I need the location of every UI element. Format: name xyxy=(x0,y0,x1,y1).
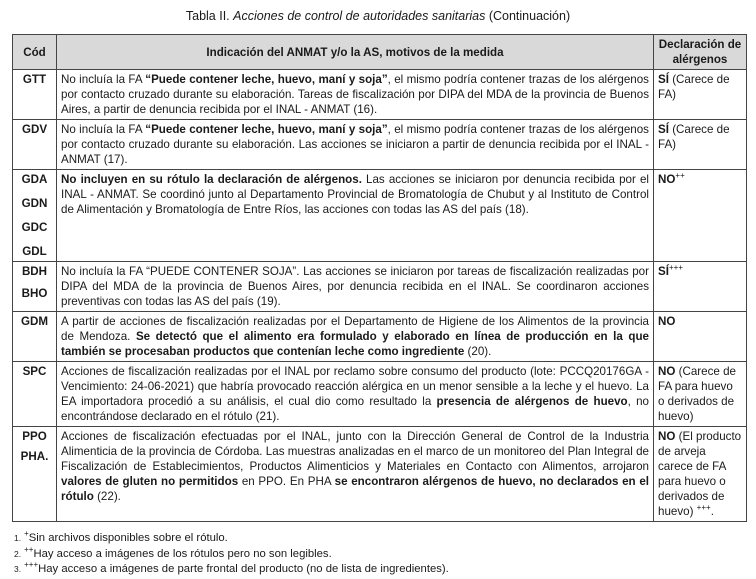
row-code: GDL xyxy=(22,245,47,258)
footnote xyxy=(14,544,449,563)
row-code: PHA. xyxy=(20,450,49,463)
row-code: GTT xyxy=(22,73,47,86)
row-indication-cell xyxy=(57,120,654,170)
declaration-value: SÍ xyxy=(658,73,669,86)
row-indication-cell xyxy=(57,170,654,262)
caption-prefix: Tabla II. xyxy=(185,9,234,23)
declaration-value: NO xyxy=(658,173,676,186)
row-code: BDH xyxy=(21,265,48,278)
table-row xyxy=(13,262,747,312)
footnote-text: Hay acceso a imágenes de los rótulos pero no son legibles. xyxy=(33,547,332,560)
declaration-detail: (El producto de arveja carece de FA para huevo o derivados de huevo) xyxy=(658,430,742,518)
row-indication-cell xyxy=(57,362,654,427)
footnote-symbol: + xyxy=(24,529,29,539)
highlight-text: No incluyen en su rótulo la declaración de alérgenos. xyxy=(61,173,362,186)
declaration-after: . xyxy=(710,505,714,518)
declaration-value: SÍ xyxy=(658,265,669,278)
header-code: Cód xyxy=(13,35,57,70)
table-caption xyxy=(0,8,756,24)
highlight-text: se encontraron alérgenos de huevo, no declarados en el rótulo xyxy=(61,475,649,503)
row-declaration-cell xyxy=(654,362,747,427)
highlight-text: “Puede contener leche, huevo, maní y soja” xyxy=(145,123,388,136)
footnote-text: Sin archivos disponibles sobre el rótulo. xyxy=(28,532,228,544)
row-declaration-cell xyxy=(654,427,747,522)
declaration-detail: (Carece de FA) xyxy=(658,123,730,151)
body-text: A partir de acciones de fiscalización realizadas por el Departamento de Higiene de los Alimentos de la provincia de Mendoza. xyxy=(61,315,649,343)
body-text: No incluía la FA xyxy=(61,73,146,86)
body-text: No incluía la FA “PUEDE CONTENER SOJA”. Las acciones se iniciaron por tareas de fiscalización realizadas por DIPA del MDA de la provincia de Buenos Aires, por denuncia recibida en el INAL. Se coordinaron acciones preventivas con todas las AS del país (19). xyxy=(61,265,649,308)
body-text: (22). xyxy=(93,490,121,503)
row-indication-cell xyxy=(57,427,654,522)
highlight-text: Se detectó que el alimento era formulado y elaborado en línea de producción en la que también se procesaban productos que contenían leche como ingrediente xyxy=(61,330,649,358)
row-declaration-cell xyxy=(654,312,747,362)
row-code: BHO xyxy=(21,287,48,300)
table-row xyxy=(13,427,747,522)
table-row xyxy=(13,170,747,262)
row-code-cell xyxy=(13,170,57,262)
row-declaration-cell xyxy=(654,70,747,120)
footnote-text: Hay acceso a imágenes de parte frontal del producto (no de lista de ingredientes). xyxy=(38,563,449,575)
body-text: Las acciones se iniciaron por denuncia recibida por el INAL - ANMAT. Se coordinó junto al Departamento Provincial de Bromatología de Chubut y al Instituto de Control de Alimentación y Bromatología de Entre Ríos, las acciones con todas las AS del país (18). xyxy=(61,173,649,216)
table-row xyxy=(13,312,747,362)
row-code-cell xyxy=(13,70,57,120)
footnote-symbol: ++ xyxy=(24,544,34,554)
row-code: GDC xyxy=(21,221,48,234)
caption-suffix: (Continuación) xyxy=(485,9,571,23)
header-row xyxy=(13,35,747,70)
declaration-value: NO xyxy=(658,365,676,378)
table-body xyxy=(13,70,747,522)
table-row xyxy=(13,362,747,427)
footnotes xyxy=(14,531,449,578)
row-indication-cell xyxy=(57,70,654,120)
body-text: , el mismo podría contener trazas de los alérgenos por contacto cruzado durante su elaboración. Las acciones se iniciaron a partir de denuncia recibida por el INAL - ANMAT (17). xyxy=(61,123,649,166)
row-code-cell xyxy=(13,262,57,312)
row-code: GDM xyxy=(20,315,49,328)
footnote-number: 2. xyxy=(14,548,22,559)
control-actions-table xyxy=(12,34,747,522)
row-code: GDV xyxy=(21,123,48,136)
row-code-cell xyxy=(13,427,57,522)
highlight-text: “Puede contener leche, huevo, maní y soja” xyxy=(145,73,388,86)
row-indication-cell xyxy=(57,312,654,362)
body-text: No incluía la FA xyxy=(61,123,146,136)
row-code: GDA xyxy=(21,173,48,186)
footnote-symbol: +++ xyxy=(24,560,39,570)
row-code-cell xyxy=(13,362,57,427)
note-marker: +++ xyxy=(696,503,711,513)
row-declaration-cell xyxy=(654,170,747,262)
row-code: PPO xyxy=(22,430,47,443)
footnote-number: 1. xyxy=(14,533,22,543)
body-text: en PPO. En PHA xyxy=(238,475,335,488)
row-code-cell xyxy=(13,312,57,362)
body-text: , no encontrándose declarado en el rótulo (21). xyxy=(61,395,649,423)
body-text: (20). xyxy=(464,345,492,358)
note-marker: +++ xyxy=(668,263,683,273)
declaration-detail: (Carece de FA para huevo o derivados de huevo) xyxy=(658,365,736,423)
body-text: , el mismo podría contener trazas de los alérgenos por contacto cruzado durante su elaboración. Tareas de fiscalización por DIPA del MDA de la provincia de Buenos Aires, a partir de denuncia recibida por el INAL - ANMAT (16). xyxy=(61,73,649,116)
body-text: Acciones de fiscalización realizadas por el INAL por reclamo sobre consumo del producto (lote: PCCQ20176GA - Vencimiento: 24-06-2021) que habría provocado reacción alérgica en un menor sensible a la leche y el huevo. La EA importadora procedió a su análisis, el cual dio como resultado la xyxy=(61,365,649,408)
declaration-value: NO xyxy=(658,315,676,328)
header-declaration: Declaración de alérgenos xyxy=(654,35,747,70)
row-indication-cell xyxy=(57,262,654,312)
row-code-cell xyxy=(13,120,57,170)
declaration-value: NO xyxy=(658,430,676,443)
row-declaration-cell xyxy=(654,120,747,170)
highlight-text: presencia de alérgenos de huevo xyxy=(436,395,628,408)
footnote-number: 3. xyxy=(14,564,22,574)
declaration-value: SÍ xyxy=(658,123,669,136)
body-text: Acciones de fiscalización efectuadas por el INAL, junto con la Dirección General de Control de la Industria Alimenticia de la provincia de Córdoba. Las muestras analizadas en el marco de un monitoreo del Plan Integral de Fiscalización de Establecimientos, Productos Alimenticios y Materiales en Contacto con Alimentos, arrojaron xyxy=(61,430,649,473)
row-code: GDN xyxy=(21,197,48,210)
row-code: SPC xyxy=(22,365,47,378)
footnote xyxy=(14,531,449,547)
table-row xyxy=(13,70,747,120)
caption-title: Acciones de control de autoridades sanitarias xyxy=(233,9,486,23)
table-row xyxy=(13,120,747,170)
note-marker: ++ xyxy=(675,171,685,181)
declaration-detail: (Carece de FA) xyxy=(658,73,730,101)
highlight-text: valores de gluten no permitidos xyxy=(61,475,239,488)
footnote xyxy=(14,562,449,578)
header-indication: Indicación del ANMAT y/o la AS, motivos de la medida xyxy=(57,35,654,70)
row-declaration-cell xyxy=(654,262,747,312)
